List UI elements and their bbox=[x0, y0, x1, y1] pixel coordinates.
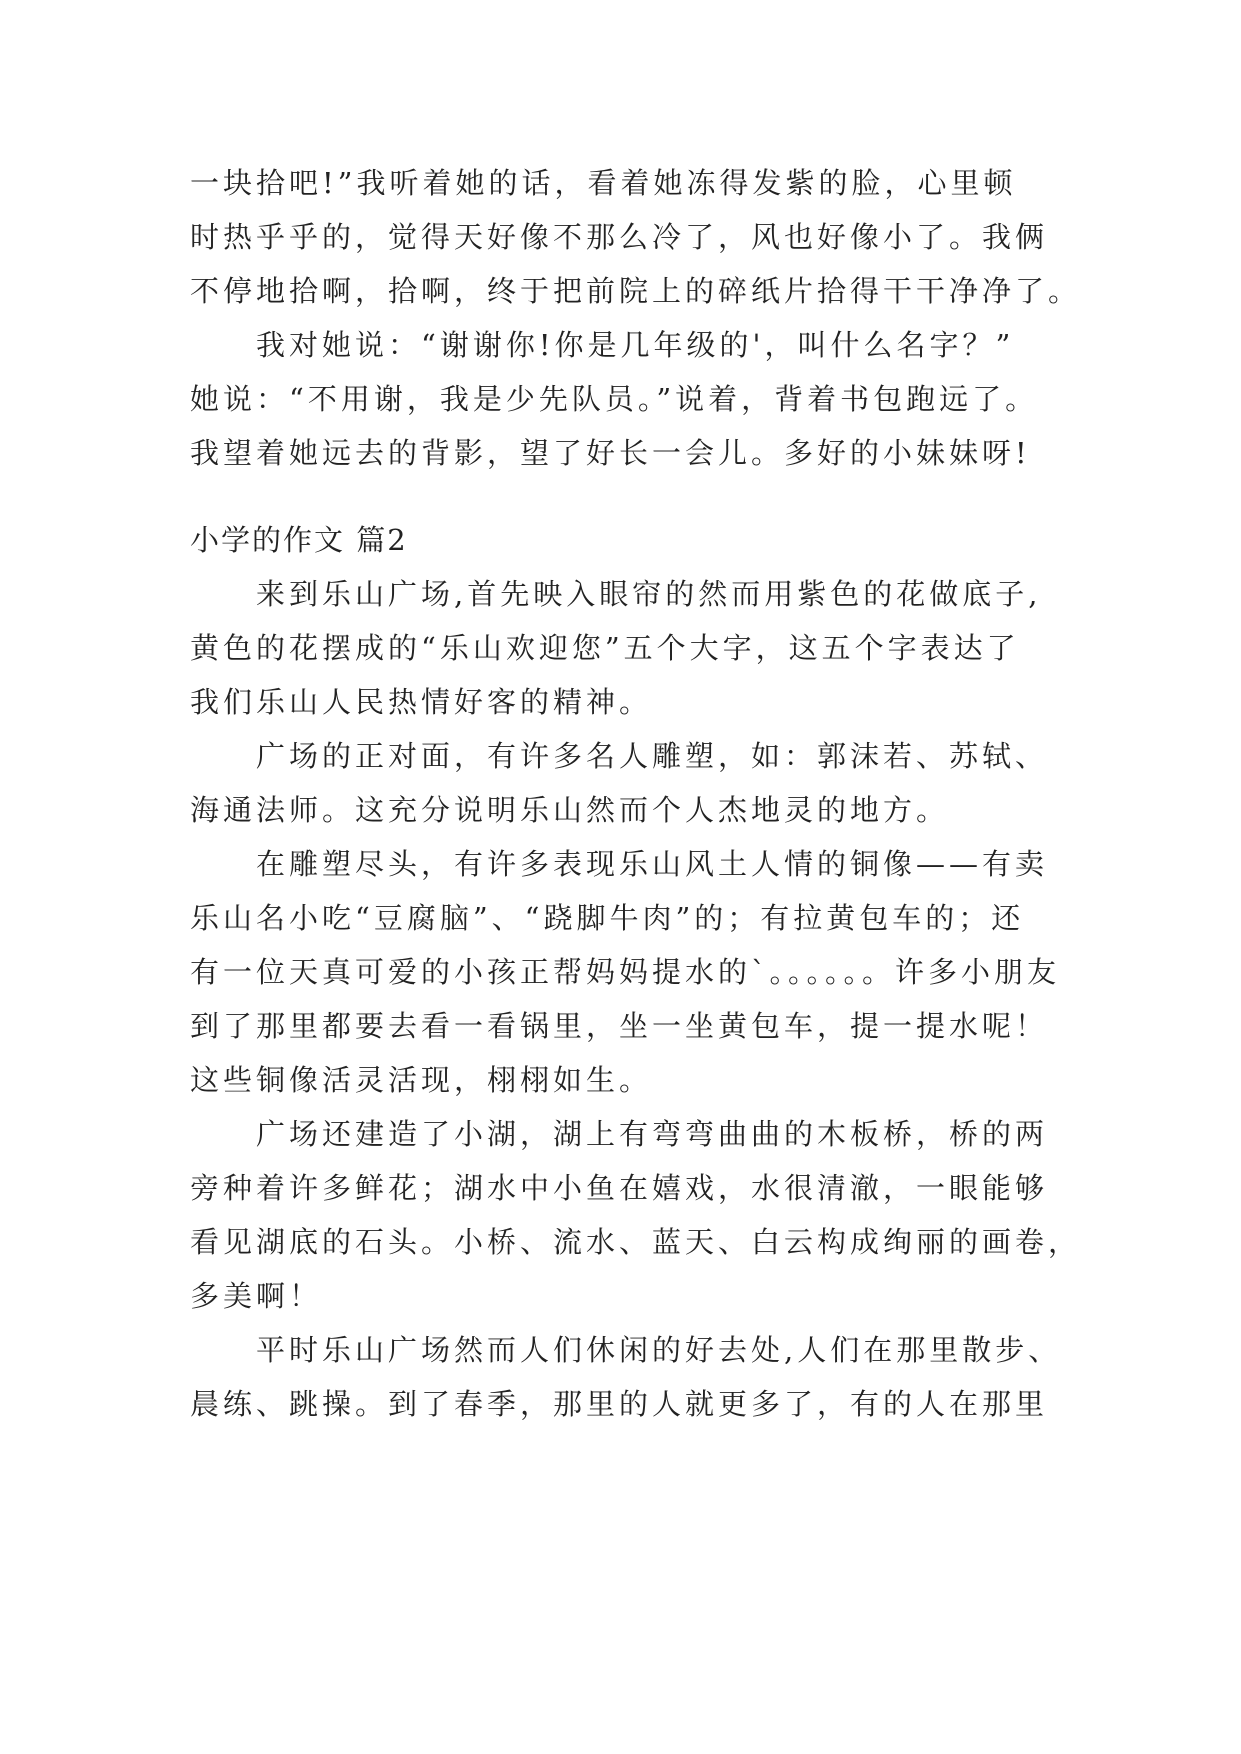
paragraph-line: 乐山名小吃“豆腐脑”、“跷脚牛肉”的；有拉黄包车的；还 bbox=[190, 901, 1025, 935]
paragraph-line: 晨练、跳操。到了春季，那里的人就更多了，有的人在那里 bbox=[190, 1387, 1049, 1421]
paragraph-line: 看见湖底的石头。小桥、流水、蓝天、白云构成绚丽的画卷， bbox=[190, 1225, 1082, 1259]
paragraph-line: 我对她说：“谢谢你!你是几年级的'，叫什么名字？” bbox=[256, 328, 1015, 362]
paragraph-line: 多美啊！ bbox=[190, 1279, 323, 1313]
paragraph-line: 广场还建造了小湖，湖上有弯弯曲曲的木板桥，桥的两 bbox=[256, 1117, 1049, 1151]
paragraph-line: 在雕塑尽头，有许多表现乐山风土人情的铜像——有卖 bbox=[256, 847, 1049, 881]
paragraph-line: 这些铜像活灵活现，栩栩如生。 bbox=[190, 1063, 653, 1097]
paragraph-line: 广场的正对面，有许多名人雕塑，如：郭沫若、苏轼、 bbox=[256, 739, 1049, 773]
paragraph-line: 来到乐山广场,首先映入眼帘的然而用紫色的花做底子, bbox=[256, 577, 1042, 611]
document-body bbox=[190, 156, 1082, 1431]
section-heading: 小学的作文 篇2 bbox=[190, 523, 408, 557]
paragraph-line: 平时乐山广场然而人们休闲的好去处,人们在那里散步、 bbox=[256, 1333, 1062, 1367]
paragraph-line: 到了那里都要去看一看锅里，坐一坐黄包车，提一提水呢！ bbox=[190, 1009, 1049, 1043]
paragraph-line: 黄色的花摆成的“乐山欢迎您”五个大字，这五个字表达了 bbox=[190, 631, 1020, 665]
paragraph-line: 一块拾吧!”我听着她的话，看着她冻得发紫的脸，心里顿 bbox=[190, 166, 1017, 200]
paragraph-line: 海通法师。这充分说明乐山然而个人杰地灵的地方。 bbox=[190, 793, 950, 827]
paragraph-line: 我们乐山人民热情好客的精神。 bbox=[190, 685, 653, 719]
paragraph-line: 她说：“不用谢，我是少先队员。”说着，背着书包跑远了。 bbox=[190, 382, 1039, 416]
paragraph-line: 不停地拾啊，拾啊，终于把前院上的碎纸片拾得干干净净了。 bbox=[190, 274, 1082, 308]
section-gap bbox=[190, 480, 1060, 513]
paragraph-line: 我望着她远去的背影，望了好长一会儿。多好的小妹妹呀! bbox=[190, 436, 1031, 470]
paragraph-line: 旁种着许多鲜花；湖水中小鱼在嬉戏，水很清澈，一眼能够 bbox=[190, 1171, 1049, 1205]
paragraph-line: 有一位天真可爱的小孩正帮妈妈提水的`。。。。。。许多小朋友 bbox=[190, 955, 1061, 989]
paragraph-line: 时热乎乎的，觉得天好像不那么冷了，风也好像小了。我俩 bbox=[190, 220, 1049, 254]
